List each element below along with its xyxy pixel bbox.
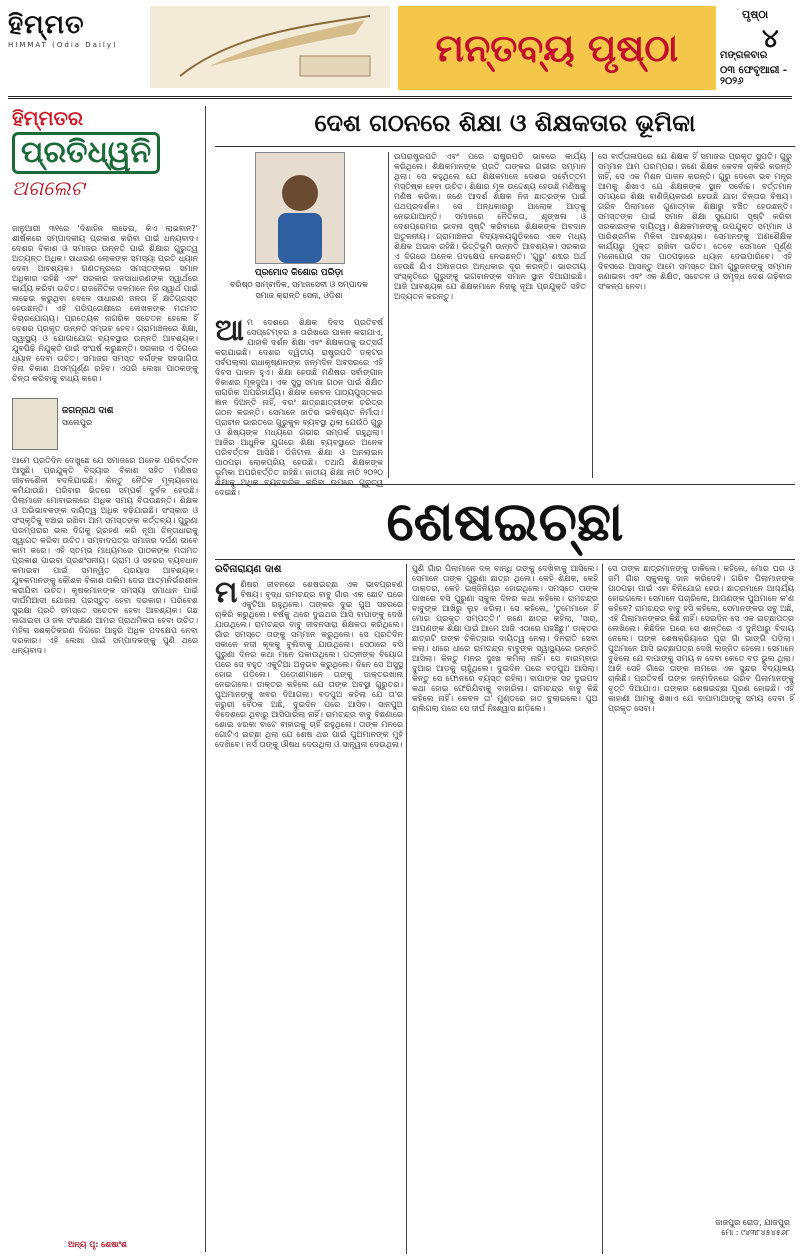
article2-col1-text: ଣିଷର ଜୀବନରେ ଶେଷଇଚ୍ଛା ଏକ ଭାବପ୍ରବଣ ବିଷୟ। ବୃଦ୍ଧ ରାମଚନ୍ଦ୍ର ବାବୁ ଗାଁର ଏକ ଛୋଟ ଘରେ ଏକୁଟିଆ ରହୁଥିଲେ। ତାଙ୍କର ଦୁଇ ପୁଅ ସହରରେ ଚାକିରି କରୁଥିଲେ। ବର୍ଷକୁ ଥରେ ଦୁଇଥର ଆସି ବାପାଙ୍କୁ ଦେଖି ଯାଉଥିଲେ। ରାମଚନ୍ଦ୍ର ବାବୁ ଜୀବନସାରା ଶିକ୍ଷକତା କରିଥିଲେ। ଗାଁର ସମସ୍ତେ ତାଙ୍କୁ ସମ୍ମାନ କରୁଥିଲେ। ସେ ପ୍ରତିଦିନ ସକାଳେ ନଦୀ କୂଳକୁ ବୁଲିବାକୁ ଯାଉଥିଲେ। ସେଠାରେ ବସି ପୁରୁଣା ଦିନର କଥା ମନେ ପକାଉଥିଲେ। ପତ୍ନୀଙ୍କ ବିୟୋଗ ପରେ ସେ ବହୁତ ଏକୁଟିଆ ଅନୁଭବ କରୁଥିଲେ। ଦିନେ ସେ ଅସୁସ୍ଥ ହୋଇ ପଡ଼ିଲେ। ପଡ଼ୋଶୀମାନେ ତାଙ୍କୁ ଡାକ୍ତରଖାନା ନେଇଗଲେ। ଡାକ୍ତର କହିଲେ ଯେ ତାଙ୍କ ଅବସ୍ଥା ଗୁରୁତର। ପୁଅମାନଙ୍କୁ ଖବର ଦିଆଗଲା। ବଡ଼ପୁଅ କହିଲା ଯେ ତା'ର ଜରୁରୀ ବୈଠକ ଅଛି, ଦୁଇଦିନ ପରେ ଆସିବ। ସାନପୁଅ ବିଦେଶରେ ଥିବାରୁ ଆସିପାରିଲା ନାହିଁ। ରାମଚନ୍ଦ୍ର ବାବୁ ବିଛଣାରେ ଶୋଇ ଝରକା ବାଟେ ବାହାରକୁ ଚାହିଁ ରହୁଥିଲେ। ତାଙ୍କ ମନରେ ଗୋଟିଏ ଇଚ୍ଛା ଥିଲା ଯେ ଶେଷ ଥର ପାଇଁ ପୁଅମାନଙ୍କ ମୁହଁ ଦେଖିବେ। ନର୍ସ ତାଙ୍କୁ ଔଷଧ ଦେଉଥିଲା ଓ ସାନ୍ତ୍ୱନା ଦେଉଥିଲା। — [215, 580, 403, 749]
page-number: ୪ — [762, 24, 779, 54]
letters-column — [8, 106, 206, 1252]
article1-dropcap: ଆ — [215, 313, 245, 348]
article1-column-2: ଉପରାଷ୍ଟ୍ରପତି ଏବଂ ପରେ ରାଷ୍ଟ୍ରପତି ଭାବରେ କାର୍ଯ୍ୟ କରିଥିଲେ। ଶିକ୍ଷକମାନଙ୍କ ପ୍ରତି ତାଙ୍କର ଗଭୀର ସମ୍ମାନ ଥିଲା। ସେ କହୁଥିଲେ ଯେ ଶିକ୍ଷକମାନେ ଦେଶର ସର୍ବୋତ୍ତମ ମସ୍ତିଷ୍କ ହେବା ଉଚିତ। ଶିକ୍ଷାର ମୂଳ ଉଦ୍ଦେଶ୍ୟ ହେଉଛି ମଣିଷକୁ ମଣିଷ କରିବା। ଜଣେ ଆଦର୍ଶ ଶିକ୍ଷକ ନିଜ ଛାତ୍ରଙ୍କ ପାଇଁ ପଥପ୍ରଦର୍ଶକ। ସେ ଅନ୍ଧକାରରୁ ଆଲୋକ ଆଡ଼କୁ ନେଇଯାଆନ୍ତି। ସମାଜରେ ନୈତିକତା, ଶୃଙ୍ଖଳା ଓ ଦେଶପ୍ରେମର ଭାବନା ସୃଷ୍ଟି କରିବାରେ ଶିକ୍ଷକଙ୍କ ଅବଦାନ ଅତୁଳନୀୟ। ଗ୍ରାମାଞ୍ଚଳର ବିଦ୍ୟାଳୟଗୁଡ଼ିକରେ ଏବେ ମଧ୍ୟ ଶିକ୍ଷକ ଅଭାବ ରହିଛି। ଭିତ୍ତିଭୂମି ଉନ୍ନତି ଆବଶ୍ୟକ। ସରକାର ଏ ଦିଗରେ ଅନେକ ପଦକ୍ଷେପ ନେଇଛନ୍ତି। 'ଗୁରୁ' ଶବ୍ଦର ଅର୍ଥ ହେଉଛି ଯିଏ ଅଜ୍ଞାନତାର ଅନ୍ଧକାର ଦୂର କରନ୍ତି। ଭାରତୀୟ ସଂସ୍କୃତିରେ ଗୁରୁଙ୍କୁ ଭଗବାନଙ୍କ ସମାନ ସ୍ଥାନ ଦିଆଯାଇଛି। ଆଜି ଆବଶ୍ୟକ ଯେ ଶିକ୍ଷକମାନେ ନିଜକୁ ନୂଆ ପ୍ରଯୁକ୍ତି ସହିତ ଅଦ୍ୟତନ କରନ୍ତୁ। — [394, 152, 586, 301]
letter-author-place: ସାଲେପୁର — [62, 418, 93, 427]
article1-author-name: ପ୍ରମୋଦ କିଶୋର ପରିଡ଼ା — [254, 268, 344, 278]
article2-column-3: ସେ ତାଙ୍କ ଛାତ୍ରମାନଙ୍କୁ ଡାକିଲେ। କହିଲେ, ମୋର ଘର ଓ ଜମି ଗାଁର ସ୍କୁଲକୁ ଦାନ କରିଦେବି। ଗରିବ ପିଲାମାନଙ୍କ ପାଠପଢ଼ା ପାଇଁ ଏହା ବିନିଯୋଗ ହେଉ। ଛାତ୍ରମାନେ ଆଶ୍ଚର୍ଯ୍ୟ ହୋଇଗଲେ। ସେମାନେ ପଚାରିଲେ, ଆପଣଙ୍କ ପୁଅମାନେ କ'ଣ କହିବେ? ରାମଚନ୍ଦ୍ର ବାବୁ ହସି କହିଲେ, ସେମାନଙ୍କର ସବୁ ଅଛି, ଏହି ପିଲାମାନଙ୍କର କିଛି ନାହିଁ। ସେଇଦିନ ସେ ଏକ ଇଚ୍ଛାପତ୍ର ଲେଖିଲେ। କିଛିଦିନ ପରେ ସେ ଶାନ୍ତିରେ ଏ ଦୁନିଆରୁ ବିଦାୟ ନେଲେ। ତାଙ୍କ ଶେଷକ୍ରିୟାରେ ପୂରା ଗାଁ ଭାଙ୍ଗି ପଡ଼ିଲା। ପୁଅମାନେ ଆସି ଇଚ୍ଛାପତ୍ର ଦେଖି ଲଜ୍ଜିତ ହେଲେ। ସେମାନେ ବୁଝିଲେ ଯେ ବାପାଙ୍କୁ ସମୟ ନ ଦେବା କେତେ ବଡ଼ ଭୁଲ ଥିଲା। ଆଜି ସେହି ଗାଁରେ ତାଙ୍କ ନାମରେ ଏକ ସୁନ୍ଦର ବିଦ୍ୟାଳୟ ଚାଲିଛି। ପ୍ରତିବର୍ଷ ତାଙ୍କ ଜନ୍ମଦିନରେ ଗରିବ ପିଲାମାନଙ୍କୁ ବୃତ୍ତି ଦିଆଯାଏ। ତାଙ୍କର ଶେଷଇଚ୍ଛା ପୂରଣ ହୋଇଛି। ଏହି କାହାଣୀ ଆମକୁ ଶିଖାଏ ଯେ ବାପାମାଆଙ୍କୁ ସମୟ ଦେବା ହିଁ ପ୍ରକୃତ ସେବା। — [608, 564, 794, 713]
column-divider — [406, 564, 407, 1254]
article1-column-3: ସେ ବାର୍ତ୍ତାଳାପରେ ଯେ ଶିକ୍ଷକ ହିଁ ସମାଜର ପ୍ରକୃତ ସ୍ଥପତି। ଗୁରୁ ସମ୍ମାନ ଆମ ପରମ୍ପରା। ଜଣେ ଶିକ୍ଷକ କେବଳ ଚାକିରି କରନ୍ତି ନାହିଁ, ସେ ଏକ ମିଶନ ପାଳନ କରନ୍ତି। ଗୁରୁ ଦେବୋ ଭବ ମନ୍ତ୍ର ଆମକୁ ଶିଖାଏ ଯେ ଶିକ୍ଷକଙ୍କ ସ୍ଥାନ ସର୍ବୋଚ୍ଚ। ବର୍ତ୍ତମାନ ସମୟରେ ଶିକ୍ଷା ବାଣିଜ୍ୟିକରଣ ହେଉଛି ଯାହା ଚିନ୍ତାର ବିଷୟ। ଗରିବ ପିଲାମାନେ ଗୁଣାତ୍ମକ ଶିକ୍ଷାରୁ ବଞ୍ଚିତ ହେଉଛନ୍ତି। ସମସ୍ତଙ୍କ ପାଇଁ ସମାନ ଶିକ୍ଷା ସୁଯୋଗ ସୃଷ୍ଟି କରିବା ସରକାରଙ୍କ ଦାୟିତ୍ୱ। ଶିକ୍ଷକମାନଙ୍କୁ ଉପଯୁକ୍ତ ସମ୍ମାନ ଓ ପାରିଶ୍ରମିକ ମିଳିବା ଆବଶ୍ୟକ। ସେମାନଙ୍କୁ ଅଣଶୈକ୍ଷିକ କାର୍ଯ୍ୟରୁ ମୁକ୍ତ ରଖିବା ଉଚିତ। ତେବେ ସେମାନେ ପୂର୍ଣ୍ଣ ମନୋଯୋଗ ସହ ପାଠପଢ଼ାରେ ଧ୍ୟାନ ଦେଇପାରିବେ। ଏହି ଦିବସରେ ଆସନ୍ତୁ ଆମେ ସମସ୍ତେ ଆମ ଗୁରୁଜନଙ୍କୁ ସମ୍ମାନ ଜଣାଇବା ଏବଂ ଏକ ଶିକ୍ଷିତ, ସଚେତନ ଓ ସମୃଦ୍ଧ ଦେଶ ଗଢ଼ିବାର ସଂକଳ୍ପ ନେବା। — [598, 152, 792, 291]
logo-subtitle: HIMMAT (Odia Daily) — [8, 41, 118, 49]
column-divider — [602, 564, 603, 1254]
article2-signature-place: ଜାଜପୁର ରୋଡ଼, ଯାଜପୁର — [715, 1218, 790, 1227]
feather-pen-illustration — [150, 6, 390, 88]
article1-col1-text: ମ ଦେଶରେ ଶିକ୍ଷକ ଦିବସ ପ୍ରତିବର୍ଷ ସେପ୍ଟେମ୍ବର ୫ ତାରିଖରେ ପାଳନ କରାଯାଏ, ଯାହାକି ଦର୍ଶନ ଶିକ୍ଷା ଏବଂ ଶିକ୍ଷକତାକୁ ଉତ୍ସର୍ଗ କରାଯାଇଛି। ଦେଶର ଦ୍ୱିତୀୟ ରାଷ୍ଟ୍ରପତି ଡକ୍ଟର ସର୍ବପଲ୍ଲୀ ରାଧାକୃଷ୍ଣନଙ୍କ ଜନ୍ମଦିନ ଅବସରରେ ଏହି ଦିବସ ପାଳନ ହୁଏ। ଶିକ୍ଷା ହେଉଛି ମଣିଷର ସର୍ବାଙ୍ଗୀନ ବିକାଶର ମୂଳଦୁଆ। ଏକ ସୁସ୍ଥ ସମାଜ ଗଠନ ପାଇଁ ଶିକ୍ଷିତ ନାଗରିକ ଅପରିହାର୍ଯ୍ୟ। ଶିକ୍ଷକ କେବଳ ପାଠ୍ୟପୁସ୍ତକର ଜ୍ଞାନ ଦିଅନ୍ତି ନାହିଁ, ବରଂ ଛାତ୍ରଛାତ୍ରୀଙ୍କ ଚରିତ୍ର ଗଠନ କରନ୍ତି। ସେମାନେ ଜାତିର ଭବିଷ୍ୟତ ନିର୍ମାତା। ପ୍ରାଚୀନ ଭାରତରେ ଗୁରୁକୁଳ ବ୍ୟବସ୍ଥା ଥିଲା ଯେଉଁଠି ଗୁରୁ ଓ ଶିଷ୍ୟଙ୍କ ମଧ୍ୟରେ ଗଭୀର ସମ୍ପର୍କ ରହୁଥିଲା। ଆଜିର ଆଧୁନିକ ଯୁଗରେ ଶିକ୍ଷା ବ୍ୟବସ୍ଥାରେ ଅନେକ ପରିବର୍ତ୍ତନ ଆସିଛି। ଡିଜିଟାଲ ଶିକ୍ଷା ଓ ଅନଲାଇନ ପାଠପଢ଼ା ଲୋକପ୍ରିୟ ହେଉଛି। ତଥାପି ଶିକ୍ଷକଙ୍କ ଭୂମିକା ଅପରିବର୍ତ୍ତିତ ରହିଛି। ଜାତୀୟ ଶିକ୍ଷା ନୀତି ୨୦୨୦ ଶିକ୍ଷାକୁ ଅଧିକ ବ୍ୟବହାରିକ କରିବା ଉପରେ ଗୁରୁତ୍ୱ ଦେଇଛି। — [215, 318, 383, 497]
article2-author: ରବିନାରାୟଣ ଦାଶ — [215, 564, 282, 575]
column-divider — [592, 152, 593, 478]
article2-column-2: ପୁଣି ଗାଁର ପିଲାମାନେ ଦଳ ବାନ୍ଧି ତାଙ୍କୁ ଦେଖିବାକୁ ଆସିଲେ। ସେମାନେ ତାଙ୍କ ପୁରୁଣା ଛାତ୍ର ଥିଲେ। କେହି ଶିକ୍ଷକ, କେହି ଡାକ୍ତର, କେହି ଇଞ୍ଜିନିୟର ହୋଇଥିଲେ। ସମସ୍ତେ ତାଙ୍କ ପାଖରେ ବସି ପୁରୁଣା ସ୍କୁଲ ଦିନର କଥା କହିଲେ। ରାମଚନ୍ଦ୍ର ବାବୁଙ୍କ ଆଖିରୁ ଲୁହ ଝରିଲା। ସେ କହିଲେ, 'ତୁମେମାନେ ହିଁ ମୋର ପ୍ରକୃତ ସମ୍ପତ୍ତି।' ଜଣେ ଛାତ୍ର କହିଲା, 'ସାର୍, ଆପଣଙ୍କ ଶିକ୍ଷା ପାଇଁ ଆମେ ଆଜି ଏଠାରେ ପହଞ୍ଚିଛୁ।' ଡାକ୍ତର ଛାତ୍ରଟି ତାଙ୍କ ଚିକିତ୍ସାର ଦାୟିତ୍ୱ ନେଲା। ଦିନରାତି ସେବା କଲା। ଧୀରେ ଧୀରେ ରାମଚନ୍ଦ୍ର ବାବୁଙ୍କ ସ୍ୱାସ୍ଥ୍ୟରେ ଉନ୍ନତି ଆସିଲା। କିନ୍ତୁ ମନର ଦୁଃଖ କମିଲା ନାହିଁ। ସେ ବାରମ୍ବାର ଦୁଆର ଆଡ଼କୁ ଚାହୁଁଥିଲେ। ଦୁଇଦିନ ପରେ ବଡ଼ପୁଅ ଆସିଲା। କିନ୍ତୁ ସେ ଫୋନରେ ବ୍ୟସ୍ତ ରହିଲା। ବାପାଙ୍କ ସହ ଦୁଇପଦ କଥା ହୋଇ ଫେରିଯିବାକୁ ବାହାରିଲା। ରାମଚନ୍ଦ୍ର ବାବୁ କିଛି କହିଲେ ନାହିଁ। କେବଳ ତା' ମୁଣ୍ଡରେ ହାତ ବୁଲାଇଲେ। ପୁଅ ଚାଲିଗଲା ପରେ ସେ ଦୀର୍ଘ ନିଃଶ୍ୱାସ ଛାଡ଼ିଲେ। — [412, 564, 598, 713]
article1-author-role: ବରିଷ୍ଠ ସାମ୍ବାଦିକ, ସମାଜସେବୀ ଓ ସମ୍ପାଦକ — [229, 280, 369, 289]
letters-subtitle: ଅଗଲେଟ — [12, 176, 85, 200]
article1-headline: ଦେଶ ଗଠନରେ ଶିକ୍ଷା ଓ ଶିକ୍ଷକତାର ଭୂମିକା — [314, 108, 696, 137]
letters-header — [12, 106, 200, 216]
page-label: ପୃଷ୍ଠା — [742, 8, 769, 21]
article1-column-1 — [215, 313, 383, 497]
article2-headline-box — [215, 484, 795, 560]
letter-body-2: ଆମେ ପ୍ରତିଦିନ ଦେଖୁଛେ ଯେ ସମାଜରେ ଅନେକ ପରିବର୍ତ୍ତନ ଆସୁଛି। ପ୍ରଯୁକ୍ତି ବିଦ୍ୟାର ବିକାଶ ସହିତ ମଣିଷର ଜୀବନଶୈଳୀ ବଦଳିଯାଇଛି। କିନ୍ତୁ ନୈତିକ ମୂଲ୍ୟବୋଧ କମିଯାଉଛି। ପରିବାର ଭିତରେ ସମ୍ପର୍କ ଦୁର୍ବଳ ହେଉଛି। ପିଲାମାନେ ମୋବାଇଲରେ ଅଧିକ ସମୟ ବିତାଉଛନ୍ତି। ଶିକ୍ଷକ ଓ ଅଭିଭାବକଙ୍କ ଦାୟିତ୍ୱ ଅଧିକ ବଢ଼ିଯାଇଛି। ସଂସ୍କାର ଓ ସଂସ୍କୃତିକୁ ବଞ୍ଚାଇ ରଖିବା ଆମ ସମସ୍ତଙ୍କ କର୍ତ୍ତବ୍ୟ। ପୁରୁଣା ପରମ୍ପରାର ଭଲ ଦିଗକୁ ଗ୍ରହଣ କରି ନୂଆ ଚିନ୍ତାଧାରାକୁ ସ୍ୱାଗତ କରିବା ଉଚିତ। ସମ୍ବାଦପତ୍ର ସମାଜର ଦର୍ପଣ ଭାବେ କାମ କରେ। ଏହି ସ୍ତମ୍ଭ ମାଧ୍ୟମରେ ପାଠକଙ୍କ ମତାମତ ପ୍ରକାଶ ପାଇବା ପ୍ରଶଂସନୀୟ। ଗ୍ରାମ ଓ ସହରର ବ୍ୟବଧାନ କମାଇବା ପାଇଁ ସମନ୍ୱିତ ପ୍ରୟାସ ଆବଶ୍ୟକ। ଯୁବକମାନଙ୍କୁ କୌଶଳ ବିକାଶ ତାଲିମ ଦେଇ ଆତ୍ମନିର୍ଭରଶୀଳ କରାଯିବା ଉଚିତ। କୃଷକମାନଙ୍କ ସମସ୍ୟା ସମାଧାନ ପାଇଁ ଦୀର୍ଘମିଆଦୀ ଯୋଜନା ପ୍ରସ୍ତୁତ ହେବା ଦରକାର। ପରିବେଶ ସୁରକ୍ଷା ପ୍ରତି ସମସ୍ତେ ସଚେତନ ହେବା ଆବଶ୍ୟକ। ଗଛ ଲଗାଇବା ଓ ଜଳ ସଂରକ୍ଷଣ ଆମର ପ୍ରାଥମିକତା ହେବା ଉଚିତ। ମହିଳା ସଶକ୍ତିକରଣ ଦିଗରେ ଆହୁରି ଅଧିକ ପଦକ୍ଷେପ ନେବା ଦରକାର। ଏହି ଲେଖା ପାଇଁ ସମ୍ପାଦକଙ୍କୁ ପୁଣି ଥରେ ଧନ୍ୟବାଦ। — [12, 456, 198, 655]
letters-end-mark: ଅନ୍ୟ ପୃ: ଶେଷାଂଶ — [68, 1240, 127, 1249]
article2-dropcap: ମ — [215, 575, 238, 610]
newspaper-logo — [8, 10, 138, 62]
letters-brand: ହିମ୍ମତର — [12, 106, 83, 130]
letter-author-photo — [12, 398, 58, 450]
logo-text: ହିମ୍ମତ — [8, 10, 85, 40]
article1-headline-box — [215, 108, 795, 147]
article1-author-org: ସମାଜ କ୍ରାନ୍ତି ସେନା, ଓଡ଼ିଶା — [255, 291, 343, 300]
article2-signature — [660, 1218, 790, 1238]
article2-headline: ଶେଷଇଚ୍ଛା — [386, 489, 624, 553]
article2-signature-phone: ମୋ : ୯୪୩୮୪୫୪୫୬୮ — [721, 1228, 790, 1237]
date-box — [720, 50, 798, 87]
article2-column-1 — [215, 575, 403, 1250]
article1-author-photo — [255, 152, 345, 264]
letter-author — [62, 406, 192, 428]
article1-byline — [215, 268, 383, 301]
section-banner — [398, 6, 716, 90]
column-divider — [388, 152, 389, 478]
letters-title: ପ୍ରତିଧ୍ୱନି — [12, 132, 160, 174]
letter-body-1: ଜାନୁଆରୀ ୩୧ରେ 'ଦିଶାହିନ ଲଢେଇ, କିଏ ଲାଭବାନ?' ଶୀର୍ଷକରେ ସମ୍ପାଦକୀୟ ପ୍ରକାଶ କରିବା ପାଇଁ ଧନ୍ୟବାଦ। ଦେଶର ବିକାଶ ଓ ସମାଜର ଉନ୍ନତି ପାଇଁ ଶିକ୍ଷାର ଗୁରୁତ୍ୱ ଅତ୍ୟନ୍ତ ଅଧିକ। ସାଧାରଣ ଲୋକଙ୍କ ସମସ୍ୟା ପ୍ରତି ଧ୍ୟାନ ଦେବା ଆବଶ୍ୟକ। ଗଣତନ୍ତ୍ରରେ ସମସ୍ତଙ୍କର ସମାନ ଅଧିକାର ରହିଛି ଏବଂ ସରକାର ଜନସାଧାରଣଙ୍କ ସ୍ୱାର୍ଥରେ କାର୍ଯ୍ୟ କରିବା ଉଚିତ। ରାଜନୈତିକ ଦଳମାନେ ନିଜ ସ୍ୱାର୍ଥ ପାଇଁ ଲଢେଇ କରୁଥିବା ବେଳେ ସାଧାରଣ ଜନତା ହିଁ କ୍ଷତିଗ୍ରସ୍ତ ହେଉଛନ୍ତି। ଏହି ପରିପ୍ରେକ୍ଷୀରେ ଲେଖକଙ୍କ ମତାମତ ବିଚାରଯୋଗ୍ୟ। ପ୍ରତ୍ୟେକ ନାଗରିକ ସଚେତନ ହେଲେ ହିଁ ଦେଶର ପ୍ରକୃତ ଉନ୍ନତି ସମ୍ଭବ ହେବ। ଗ୍ରାମାଞ୍ଚଳରେ ଶିକ୍ଷା, ସ୍ୱାସ୍ଥ୍ୟ ଓ ଯୋଗାଯୋଗ ବ୍ୟବସ୍ଥାର ଉନ୍ନତି ଆବଶ୍ୟକ। ଯୁବପିଢ଼ି ନିଯୁକ୍ତି ପାଇଁ ସଂଘର୍ଷ କରୁଛନ୍ତି। ସରକାର ଏ ଦିଗରେ ଧ୍ୟାନ ଦେବା ଉଚିତ। ସମାଜର ସମସ୍ତ ବର୍ଗଙ୍କ ସହଭାଗିତା ବିନା ବିକାଶ ଅସମ୍ପୂର୍ଣ୍ଣ ରହିବ। ଏପରି ଲେଖା ପାଠକଙ୍କୁ ଚିନ୍ତା କରିବାକୁ ବାଧ୍ୟ କରେ। — [12, 224, 198, 383]
letter-author-name: ଜଗନ୍ନାଥ ଦାଶ — [62, 406, 114, 416]
day-label: ମଙ୍ଗଳବାର — [720, 50, 768, 61]
date-label: ୦୩ ଫେବୃଆରୀ - ୨୦୨୬ — [720, 65, 788, 87]
section-title: ମନ୍ତବ୍ୟ ପୃଷ୍ଠା — [435, 25, 679, 70]
